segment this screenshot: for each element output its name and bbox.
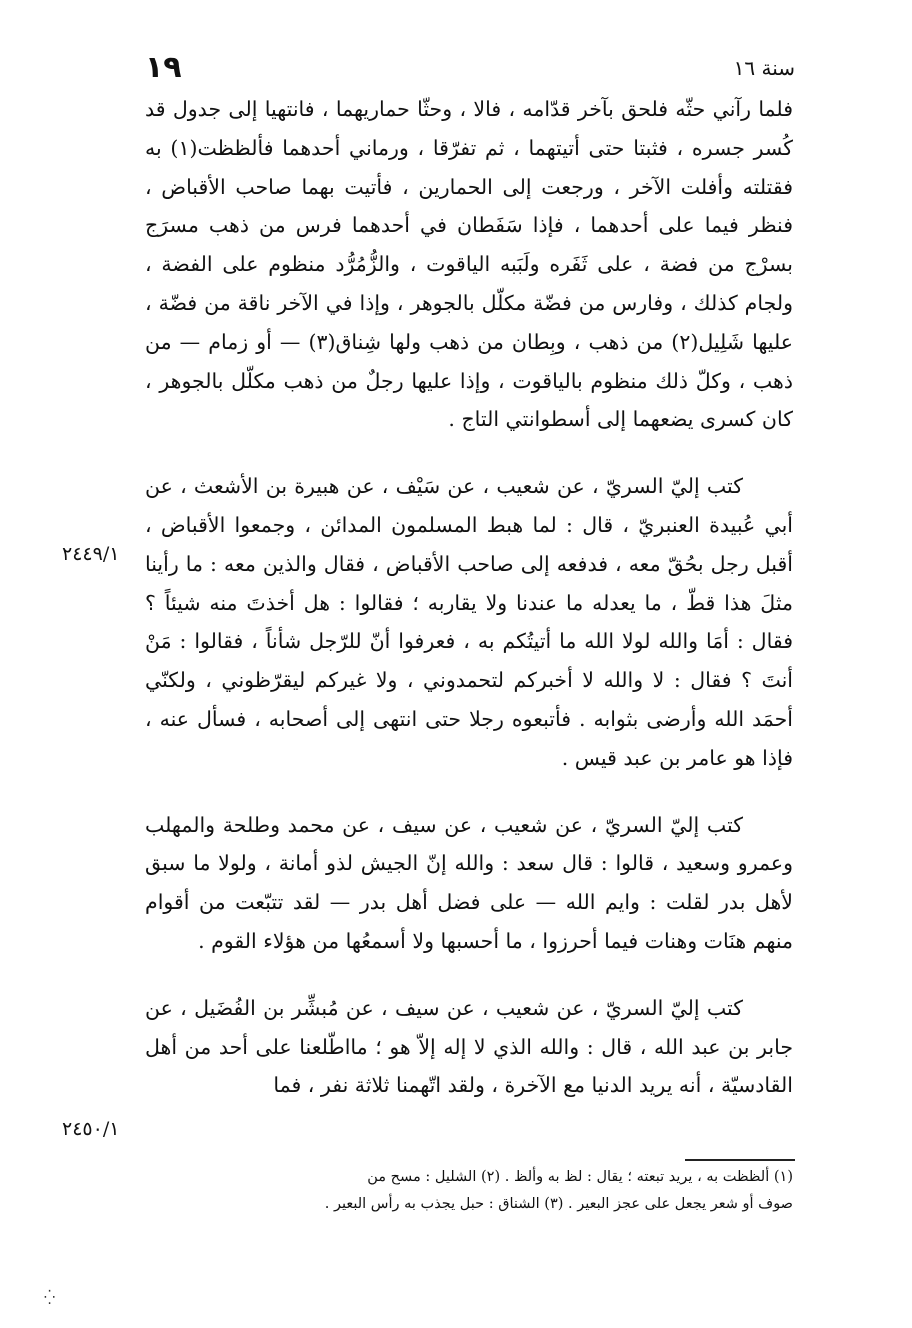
footnotes: [145, 1164, 793, 1218]
margin-reference: ٢٤٤٩/١: [62, 543, 120, 565]
paragraph: كتب إليّ السريّ ، عن شعيب ، عن سيف ، عن مُبشِّر بن الفُضَيل ، عن جابر بن عبد الله ، قال : والله الذي لا إله إلاّ هو ؛ مااطّلعنا على أحد من أهل القادسيّة ، أنه يريد الدنيا مع الآخرة ، ولقد اتّهمنا ثلاثة نفر ، فما: [145, 995, 793, 1098]
paragraph: فلما رآني حثّه فلحق بآخر قدّامه ، فالا ، وحثّا حماريهما ، فانتهيا إلى جدول قد كُسر جسره ، فثبتا حتى أتيتهما ، ثم تفرّقا ، ورماني أحدهما فألظظت(١) به فقتلته وأفلت الآخر ، ورجعت إلى الحمارين ، فأتيت بهما صاحب الأقباض ، فنظر فيما على أحدهما ، فإذا سَفَطان في أحدهما فرس من ذهب مسرَج بسرْج من فضة ، على ثَفَره ولَبَبه الياقوت ، والزُّمُرُّد منظوم على الفضة ، ولجام كذلك ، وفارس من فضّة مكلّل بالجوهر ، وإذا في الآخر ناقة من فضّة ، عليها شَلِيل(٢) من ذهب ، وبِطان من ذهب ولها شِناق(٣) — أو زمام — من ذهب ، وكلّ ذلك منظوم بالياقوت ، وإذا عليها رجلٌ من ذهب مكلّل بالجوهر ، كان كسرى يضعهما إلى أسطوانتي التاج .: [145, 97, 793, 432]
paragraph: كتب إليّ السريّ ، عن شعيب ، عن سَيْف ، عن هبيرة بن الأشعث ، عن أبي عُبيدة العنبريّ ، قال : لما هبط المسلمون المدائن ، وجمعوا الأقباض ، أقبل رجل بحُقّ معه ، فدفعه إلى صاحب الأقباض ، فقال والذين معه : ما رأينا مثلَ هذا قطّ ، ما يعدله ما عندنا ولا يقاربه ؛ فقالوا : هل أخذتَ منه شيئاً ؟ فقال : أمَا والله لولا الله ما أتيتُكم به ، فعرفوا أنّ للرّجل شأناً ، فقالوا : مَنْ أنتَ ؟ فقال : لا والله لا أخبركم لتحمدوني ، ولا غيركم ليقرّظوني ، ولكنّي أحمَد الله وأرضى بثوابه . فأتبعوه رجلا حتى انتهى إلى أصحابه ، فسأل عنه ، فإذا هو عامر بن عبد قيس .: [145, 474, 793, 770]
paragraph: كتب إليّ السريّ ، عن شعيب ، عن سيف ، عن محمد وطلحة والمهلب وعمرو وسعيد ، قالوا : قال سعد : والله إنّ الجيش لذو أمانة ، ولولا ما سبق لأهل بدر لقلت : وايم الله — على فضل أهل بدر — لقد تتبّعت من أقوام منهم هنَات وهنات فيما أحرزوا ، ما أحسبها ولا أسمعُها من هؤلاء القوم .: [145, 812, 793, 953]
scan-speck: ⁛: [44, 1290, 56, 1306]
main-text: [145, 90, 793, 1105]
footnote-rule: [685, 1159, 795, 1161]
footnote-line: صوف أو شعر يجعل على عجز البعير . (٣) الشناق : حبل يجذب به رأس البعير .: [324, 1196, 793, 1212]
margin-reference: ٢٤٥٠/١: [62, 1118, 120, 1140]
running-head-year: سنة ١٦: [733, 56, 795, 80]
footnote-line: (١) ألظظت به ، يريد تبعته ؛ يقال : لظ به وألظ . (٢) الشليل : مسح من: [367, 1169, 793, 1185]
page-header: [145, 50, 795, 90]
page-number: ١٩: [145, 50, 182, 85]
